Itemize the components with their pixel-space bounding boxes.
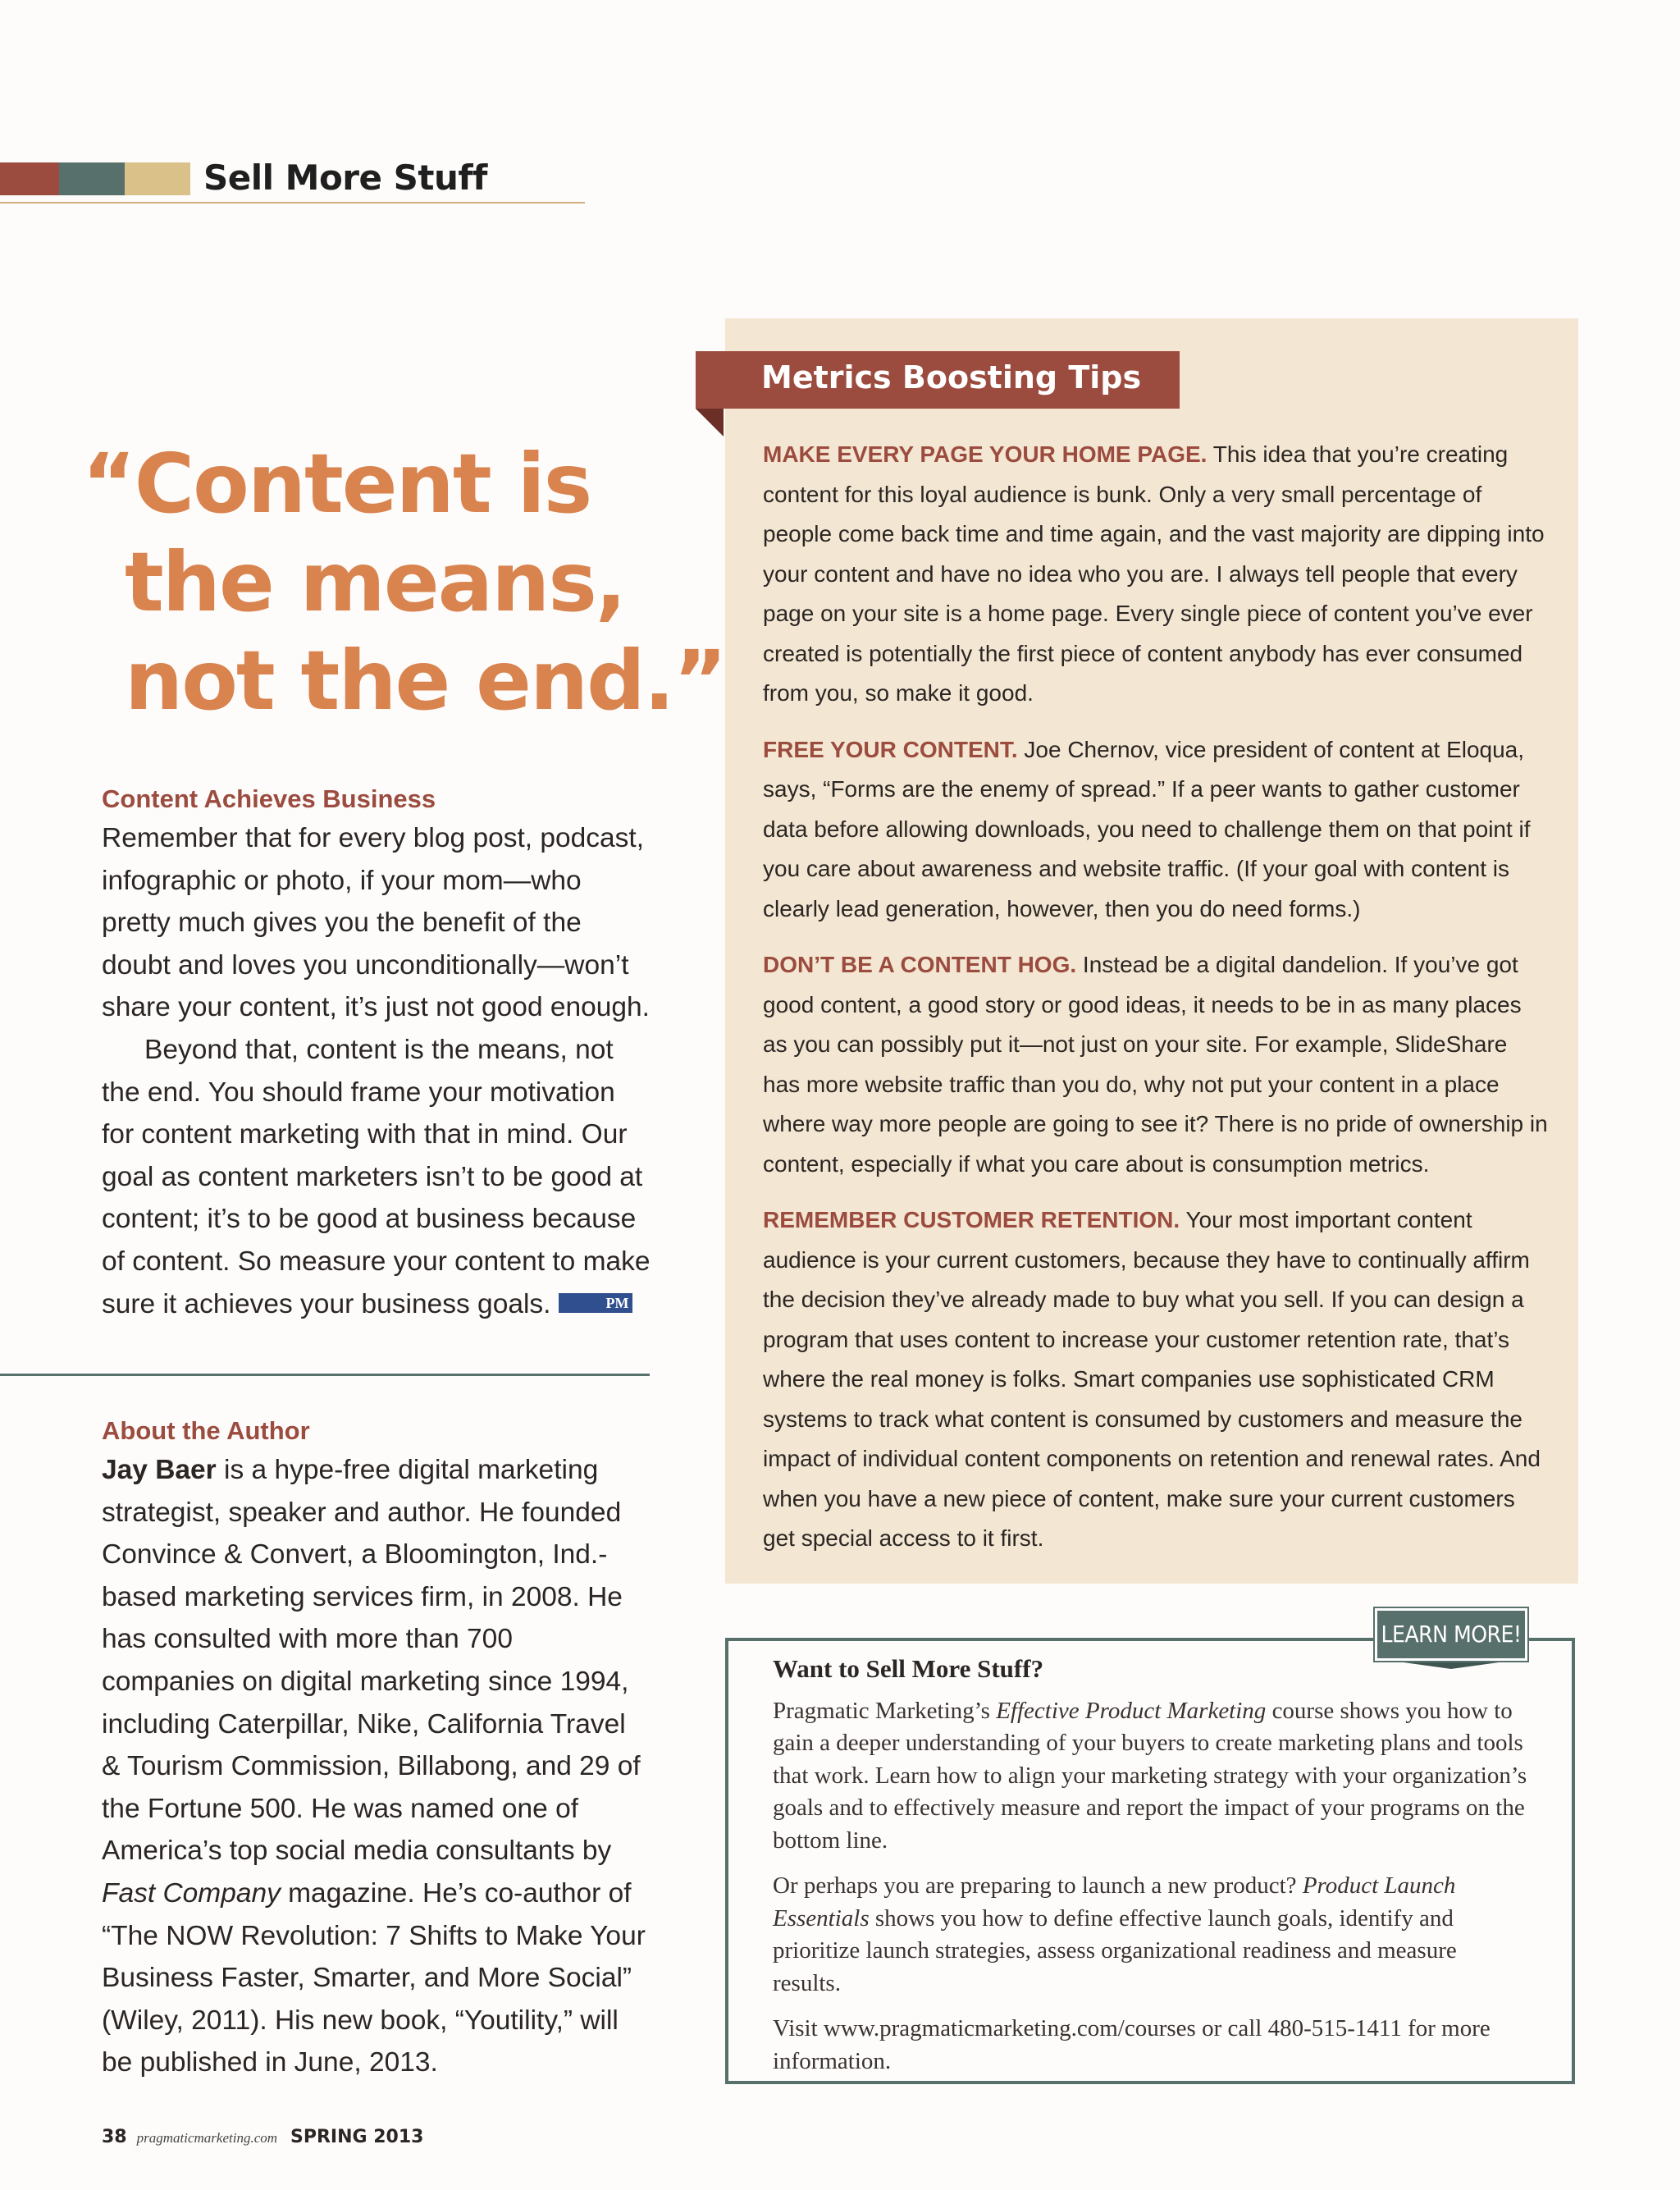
learn-more-p1-lead: Pragmatic Marketing’s bbox=[773, 1697, 997, 1724]
tip-heading: DON’T BE A CONTENT HOG. bbox=[763, 952, 1077, 977]
author-bio bbox=[102, 1449, 651, 2084]
content-section-heading: Content Achieves Business bbox=[102, 784, 436, 813]
course-name-ple: Product Launch Essentials bbox=[773, 1872, 1456, 1932]
author-bio-part-2: magazine. He’s co-author of “The NOW Revolution: 7 Shifts to Make Your Business Faster, Smarter, and More Social” (Wiley, 2011). His new book, “Youtility,” will be published in June, 2013. bbox=[102, 1877, 646, 2078]
learn-more-badge: LEARN MORE! bbox=[1375, 1608, 1527, 1661]
tip-item bbox=[763, 945, 1550, 1184]
content-section-body bbox=[102, 817, 651, 1325]
page-footer bbox=[102, 2127, 423, 2147]
tip-text: This idea that you’re creating content for this loyal audience is bunk. Only a very small percentage of people come back time and time again, and the vast majority are dipping into your content and have no idea who you are. I always tell people that every page on your site is a home page. Every single piece of content you’ve ever created is potentially the first piece of content anybody has ever consumed from you, so make it good. bbox=[763, 441, 1545, 706]
magazine-name: Fast Company bbox=[102, 1877, 281, 1909]
pull-quote bbox=[82, 435, 726, 730]
learn-more-p1-rest: course shows you how to gain a deeper understanding of your buyers to create marketing plans and tools that work. Learn how to align your marketing strategy with your organization’s goals and to effectively measure and report the impact of your programs on the bottom line. bbox=[773, 1697, 1527, 1854]
tip-text: Instead be a digital dandelion. If you’ve got good content, a good story or good ideas, it needs to be in as many places as you can possibly put it—not just on your site. For example, SlideShare has more website traffic than you do, why not put your content in a place where way more people are going to see it? There is no pride of ownership in content, especially if what you care about is consumption metrics. bbox=[763, 952, 1548, 1177]
footer-issue: SPRING 2013 bbox=[290, 2127, 424, 2147]
author-bio-paragraph bbox=[102, 1449, 651, 2084]
content-paragraph-1: Remember that for every blog post, podcast, infographic or photo, if your mom—who pretty much gives you the benefit of the doubt and loves you unconditionally—won’t share your content, it’s just not good enough. bbox=[102, 823, 650, 1023]
tip-heading: MAKE EVERY PAGE YOUR HOME PAGE. bbox=[763, 441, 1208, 467]
pull-quote-line-1: “Content is bbox=[82, 436, 591, 532]
content-paragraph-2 bbox=[102, 1029, 651, 1325]
author-section bbox=[102, 1416, 651, 2084]
learn-more-p2-rest: shows you how to define effective launch goals, identify and prioritize launch strategies, assess organizational readiness and measure results. bbox=[773, 1904, 1457, 1996]
color-block-tan bbox=[125, 162, 190, 195]
page-number: 38 bbox=[102, 2127, 127, 2147]
pull-quote-line-2: the means, bbox=[125, 534, 625, 630]
learn-more-p2-lead: Or perhaps you are preparing to launch a new product? bbox=[773, 1872, 1303, 1899]
author-name: Jay Baer bbox=[102, 1455, 217, 1485]
tip-text: Your most important content audience is your current customers, because they have to continually affirm the decision they’ve already made to buy what you sell. If you can design a program that uses content to increase your customer retention rate, that’s where the real money is folks. Smart companies use sophisticated CRM systems to track what content is consumed by customers and measure the impact of individual content components on retention and renewal rates. And when you have a new piece of content, make sure your current customers get special access to it first. bbox=[763, 1207, 1541, 1551]
learn-more-paragraph-1 bbox=[773, 1695, 1527, 1858]
learn-more-paragraph-2 bbox=[773, 1870, 1527, 2000]
tips-title: Metrics Boosting Tips bbox=[761, 359, 1142, 395]
author-bio-part-1: is a hype-free digital marketing strategist, speaker and author. He founded Convince & Convert, a Bloomington, Ind.-based marketing services firm, in 2008. He has consulted with more than 700 companies on digital marketing since 1994, including Caterpillar, Nike, California Travel & Tourism Commission, Billabong, and 29 of the Fortune 500. He was named one of America’s top social media consultants by bbox=[102, 1455, 641, 1867]
content-paragraph-2-text: Beyond that, content is the means, not the end. You should frame your motivation for content marketing with that in mind. Our goal as content marketers isn’t to be good at content; it’s to be good at business because of content. So measure your content to make sure it achieves your business goals. bbox=[102, 1034, 651, 1319]
learn-more-content bbox=[773, 1653, 1527, 2091]
pm-end-mark-icon: PM bbox=[559, 1293, 632, 1313]
section-title: Sell More Stuff bbox=[203, 158, 487, 198]
tip-text: Joe Chernov, vice president of content at Eloqua, says, “Forms are the enemy of spread.” If a peer wants to gather customer data before allowing downloads, you need to challenge them on that point if you care about awareness and website traffic. (If your goal with content is clearly lead generation, however, then you do need forms.) bbox=[763, 736, 1531, 921]
tip-item bbox=[763, 730, 1550, 930]
learn-more-title: Want to Sell More Stuff? bbox=[773, 1654, 1044, 1683]
color-block-teal bbox=[59, 162, 125, 195]
tip-heading: FREE YOUR CONTENT. bbox=[763, 736, 1018, 762]
column-divider bbox=[0, 1374, 650, 1376]
header-rule bbox=[0, 202, 585, 203]
header-color-blocks bbox=[0, 162, 190, 195]
learn-more-paragraph-3: Visit www.pragmaticmarketing.com/courses or call 480-515-1411 for more information. bbox=[773, 2015, 1491, 2074]
content-section bbox=[102, 784, 651, 1325]
tips-list bbox=[763, 435, 1550, 1575]
author-section-heading: About the Author bbox=[102, 1416, 310, 1445]
tips-banner-fold bbox=[696, 409, 724, 437]
course-name-epm: Effective Product Marketing bbox=[996, 1697, 1267, 1724]
footer-site: pragmaticmarketing.com bbox=[136, 2130, 278, 2146]
tip-heading: REMEMBER CUSTOMER RETENTION. bbox=[763, 1207, 1180, 1232]
pull-quote-line-3: not the end.” bbox=[125, 633, 726, 729]
tip-item bbox=[763, 1200, 1550, 1559]
tip-item bbox=[763, 435, 1550, 714]
color-block-rust bbox=[0, 162, 59, 195]
